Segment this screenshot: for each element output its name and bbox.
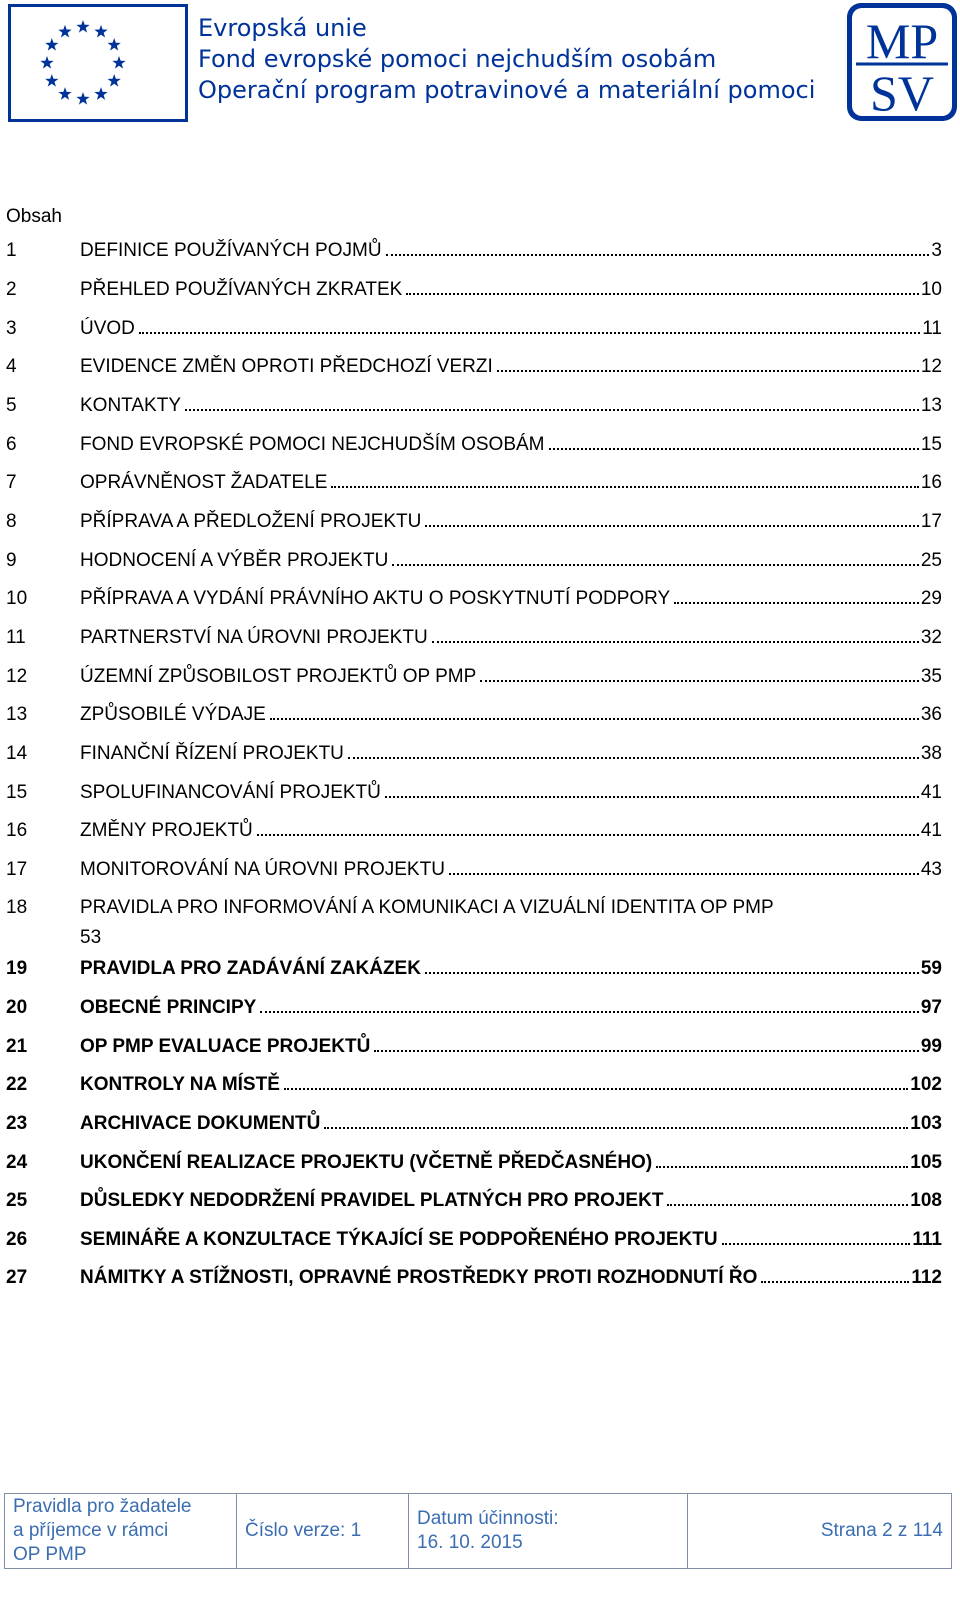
toc-entry-body: [80, 1225, 942, 1255]
page-header: [4, 0, 956, 124]
toc-entry[interactable]: [6, 1225, 958, 1255]
toc-dot-leader: [722, 1243, 911, 1245]
footer-version: Číslo verze: 1: [237, 1494, 409, 1569]
toc-entry-body: [80, 1263, 942, 1293]
header-text: [198, 13, 815, 106]
toc-dot-leader: [185, 409, 919, 411]
toc-entry-page: 25: [920, 550, 942, 571]
toc-entry-page: 13: [920, 395, 942, 416]
toc-entry-number: 1: [6, 240, 17, 261]
toc-entry-title: SEMINÁŘE A KONZULTACE TÝKAJÍCÍ SE PODPOŘENÉHO PROJEKTU: [80, 1229, 718, 1250]
toc-entry-page: 105: [910, 1152, 942, 1173]
eu-star-icon: [76, 20, 89, 33]
toc-entry-page: 103: [910, 1113, 942, 1134]
eu-star-icon: [58, 25, 71, 38]
toc-dot-leader: [425, 972, 919, 974]
toc-entry-page: 111: [912, 1229, 942, 1250]
toc-dot-leader: [674, 602, 919, 604]
toc-entry-page: 12: [920, 356, 942, 377]
toc-entry-page: 59: [920, 958, 942, 979]
toc-entry[interactable]: [6, 1186, 958, 1216]
toc-entry[interactable]: [6, 1032, 958, 1062]
toc-entry-number: 23: [6, 1113, 28, 1134]
toc-dot-leader: [284, 1088, 908, 1090]
toc-entry-body: [80, 275, 942, 305]
footer-doc-line-1: Pravidla pro žadatele: [13, 1496, 192, 1517]
toc-dot-leader: [270, 718, 919, 720]
toc-entry-body: [80, 993, 942, 1023]
footer-doc-line-3: OP PMP: [13, 1544, 87, 1565]
toc-entry-title: ARCHIVACE DOKUMENTŮ: [80, 1113, 321, 1134]
header-line-eu: Evropská unie: [198, 14, 367, 42]
eu-star-icon: [45, 74, 58, 87]
toc-entry-title: DEFINICE POUŽÍVANÝCH POJMŮ: [80, 240, 382, 261]
toc-entry-page: 3: [931, 240, 942, 261]
footer-document-name: [5, 1494, 237, 1569]
toc-entry-body: [80, 662, 942, 692]
toc-dot-leader: [257, 834, 919, 836]
toc-entry-page: 38: [920, 743, 942, 764]
toc-entry-body: [80, 430, 942, 460]
toc-entry-page: 32: [920, 627, 942, 648]
toc-entry-number: 18: [6, 897, 28, 918]
toc-entry[interactable]: [6, 314, 958, 344]
toc-entry-body: [80, 954, 942, 984]
eu-star-icon: [76, 92, 89, 105]
header-line-fund: Fond evropské pomoci nejchudším osobám: [198, 45, 717, 73]
toc-dot-leader: [139, 332, 920, 334]
toc-dot-leader: [385, 796, 919, 798]
toc-entry-title: UKONČENÍ REALIZACE PROJEKTU (VČETNĚ PŘEDČASNÉHO): [80, 1152, 653, 1173]
toc-entry-page: 41: [920, 820, 942, 841]
toc-entry-page: 97: [920, 997, 942, 1018]
toc-dot-leader: [260, 1011, 919, 1013]
toc-entry[interactable]: [6, 275, 958, 305]
toc-entry-title: DŮSLEDKY NEDODRŽENÍ PRAVIDEL PLATNÝCH PRO PROJEKT: [80, 1190, 664, 1211]
toc-entry-number: 15: [6, 782, 28, 803]
toc-entry-body: [80, 352, 942, 382]
eu-star-icon: [94, 25, 107, 38]
toc-entry-title: PŘÍPRAVA A PŘEDLOŽENÍ PROJEKTU: [80, 511, 422, 532]
toc-entry-number: 8: [6, 511, 17, 532]
toc-entry-number: 19: [6, 958, 28, 979]
toc-entry-title: KONTAKTY: [80, 395, 181, 416]
toc-dot-leader: [324, 1127, 908, 1129]
toc-entry-number: 6: [6, 434, 17, 455]
toc-entry-title: PARTNERSTVÍ NA ÚROVNI PROJEKTU: [80, 627, 428, 648]
toc-entry-title: OP PMP EVALUACE PROJEKTŮ: [80, 1036, 371, 1057]
toc-entry[interactable]: [6, 546, 958, 576]
toc-entry-body: [80, 391, 942, 421]
toc-entry-body: [80, 893, 942, 953]
toc-entry[interactable]: [6, 584, 958, 614]
toc-entry-body: [80, 855, 942, 885]
toc-entry-number: 27: [6, 1267, 28, 1288]
toc-entry-body: [80, 816, 942, 846]
toc-entry-page: 35: [920, 666, 942, 687]
toc-entry-page: 99: [920, 1036, 942, 1057]
toc-entry-number: 7: [6, 472, 17, 493]
toc-entry-number: 21: [6, 1036, 28, 1057]
toc-entry[interactable]: [6, 954, 958, 984]
eu-star-icon: [58, 87, 71, 100]
toc-entry-body: [80, 700, 942, 730]
toc-entry-number: 12: [6, 666, 28, 687]
toc-entry[interactable]: [6, 1109, 958, 1139]
toc-entry-number: 25: [6, 1190, 28, 1211]
toc-dot-leader: [386, 254, 930, 256]
eu-star-icon: [108, 74, 121, 87]
toc-title: Obsah: [6, 206, 62, 227]
toc-entry-title: ÚZEMNÍ ZPŮSOBILOST PROJEKTŮ OP PMP: [80, 666, 477, 687]
toc-dot-leader: [480, 680, 919, 682]
toc-entry-body: [80, 314, 942, 344]
toc-entry[interactable]: [6, 778, 958, 808]
toc-entry[interactable]: [6, 623, 958, 653]
toc-entry-number: 14: [6, 743, 28, 764]
footer-effective-value: 16. 10. 2015: [417, 1532, 523, 1553]
toc-entry-body: [80, 546, 942, 576]
mpsv-logo: [846, 2, 958, 122]
toc-entry-number: 24: [6, 1152, 28, 1173]
toc-entry-body: [80, 584, 942, 614]
toc-entry-number: 16: [6, 820, 28, 841]
toc-entry[interactable]: [6, 507, 958, 537]
toc-entry-number: 4: [6, 356, 17, 377]
toc-entry-body: [80, 623, 942, 653]
eu-star-icon: [45, 38, 58, 51]
eu-star-icon: [40, 56, 53, 69]
toc-entry-title: ZPŮSOBILÉ VÝDAJE: [80, 704, 266, 725]
toc-dot-leader: [348, 757, 919, 759]
toc-entry[interactable]: [6, 700, 958, 730]
header-line-program: Operační program potravinové a materiální pomoci: [198, 76, 816, 104]
toc-entry-page: 16: [920, 472, 942, 493]
toc-entry-body: [80, 1186, 942, 1216]
toc-entry-page: 43: [920, 859, 942, 880]
footer-effective-date: [409, 1494, 688, 1569]
toc-entry-title: ZMĚNY PROJEKTŮ: [80, 820, 253, 841]
toc-entry-number: 3: [6, 318, 17, 339]
toc-entry[interactable]: [6, 391, 958, 421]
toc-entry[interactable]: [6, 430, 958, 460]
toc-entry[interactable]: [6, 662, 958, 692]
toc-entry-body: [80, 468, 942, 498]
eu-flag-logo: [8, 4, 188, 122]
toc-entry-number: 11: [6, 627, 26, 648]
toc-dot-leader: [656, 1166, 908, 1168]
toc-dot-leader: [331, 486, 918, 488]
toc-entry[interactable]: [6, 816, 958, 846]
toc-entry-body: [80, 778, 942, 808]
eu-stars-icon: [11, 7, 185, 119]
toc-entry-page: 11: [922, 318, 942, 339]
toc-dot-leader: [425, 525, 918, 527]
toc-entry-title: MONITOROVÁNÍ NA ÚROVNI PROJEKTU: [80, 859, 445, 880]
toc-entry-title: FINANČNÍ ŘÍZENÍ PROJEKTU: [80, 743, 344, 764]
toc-entry-page: 29: [920, 588, 942, 609]
toc-entry-title: OBECNÉ PRINCIPY: [80, 997, 257, 1018]
toc-entry-title: HODNOCENÍ A VÝBĚR PROJEKTU: [80, 550, 389, 571]
toc-entry-page: 10: [920, 279, 942, 300]
toc-dot-leader: [549, 448, 919, 450]
toc-entry-title: SPOLUFINANCOVÁNÍ PROJEKTŮ: [80, 782, 381, 803]
footer-effective-label: Datum účinnosti:: [417, 1508, 559, 1529]
toc-entry[interactable]: [6, 893, 958, 953]
eu-star-icon: [108, 38, 121, 51]
toc-entry[interactable]: [6, 352, 958, 382]
toc-entry-page: 53: [80, 927, 102, 948]
toc-entry[interactable]: [6, 855, 958, 885]
toc-entry-page: 36: [920, 704, 942, 725]
toc-entry-page: 112: [911, 1267, 942, 1288]
footer-page-number: Strana 2 z 114: [688, 1494, 952, 1569]
toc-entry-body: [80, 1032, 942, 1062]
toc-entry-body: [80, 1148, 942, 1178]
toc-entry-title: PŘEHLED POUŽÍVANÝCH ZKRATEK: [80, 279, 403, 300]
toc-entry[interactable]: [6, 739, 958, 769]
eu-star-icon: [94, 87, 107, 100]
toc-dot-leader: [374, 1050, 919, 1052]
toc-entry-number: 22: [6, 1074, 28, 1095]
toc-entry-title: PRAVIDLA PRO ZADÁVÁNÍ ZAKÁZEK: [80, 958, 421, 979]
toc-entry[interactable]: [6, 993, 958, 1023]
toc-entry-page: 108: [910, 1190, 942, 1211]
toc-entry[interactable]: [6, 1070, 958, 1100]
toc-entry-page: 102: [910, 1074, 942, 1095]
footer-doc-line-2: a příjemce v rámci: [13, 1520, 169, 1541]
toc-entry[interactable]: [6, 468, 958, 498]
page-footer: [4, 1493, 952, 1569]
toc-dot-leader: [497, 370, 919, 372]
toc-dot-leader: [449, 873, 919, 875]
toc-entry-page: 17: [920, 511, 942, 532]
toc-entry-number: 26: [6, 1229, 28, 1250]
eu-star-icon: [112, 56, 125, 69]
toc-dot-leader: [667, 1204, 908, 1206]
toc-entry-number: 9: [6, 550, 17, 571]
toc-entry-body: [80, 236, 942, 266]
toc-entry[interactable]: [6, 1263, 958, 1293]
toc-entry-title: NÁMITKY A STÍŽNOSTI, OPRAVNÉ PROSTŘEDKY PROTI ROZHODNUTÍ ŘO: [80, 1267, 758, 1288]
toc-entry-title: OPRÁVNĚNOST ŽADATELE: [80, 472, 328, 493]
toc-entry-page: 41: [920, 782, 942, 803]
toc-entry-number: 2: [6, 279, 17, 300]
toc-entry-number: 13: [6, 704, 28, 725]
toc-entry-body: [80, 1109, 942, 1139]
toc-entry-number: 20: [6, 997, 28, 1018]
toc-entry-body: [80, 739, 942, 769]
mpsv-logo-bottom: SV: [870, 65, 934, 121]
toc-entry-number: 10: [6, 588, 28, 609]
toc-entry[interactable]: [6, 1148, 958, 1178]
toc-entry[interactable]: [6, 236, 958, 266]
toc-entry-title: KONTROLY NA MÍSTĚ: [80, 1074, 280, 1095]
toc-dot-leader: [761, 1281, 909, 1283]
mpsv-logo-top: MP: [865, 13, 939, 69]
toc-entry-title: PŘÍPRAVA A VYDÁNÍ PRÁVNÍHO AKTU O POSKYTNUTÍ PODPORY: [80, 588, 671, 609]
toc-dot-leader: [432, 641, 919, 643]
toc-entry-title: EVIDENCE ZMĚN OPROTI PŘEDCHOZÍ VERZI: [80, 356, 493, 377]
toc-entry-number: 5: [6, 395, 17, 416]
toc-dot-leader: [406, 293, 919, 295]
toc-entry-number: 17: [6, 859, 28, 880]
toc-entry-title: ÚVOD: [80, 318, 135, 339]
toc-entry-body: [80, 1070, 942, 1100]
toc-entry-title: PRAVIDLA PRO INFORMOVÁNÍ A KOMUNIKACI A VIZUÁLNÍ IDENTITA OP PMP: [80, 897, 774, 918]
toc-entry-body: [80, 507, 942, 537]
toc-entry-title: FOND EVROPSKÉ POMOCI NEJCHUDŠÍM OSOBÁM: [80, 434, 545, 455]
toc-entry-page: 15: [920, 434, 942, 455]
toc-dot-leader: [392, 564, 919, 566]
